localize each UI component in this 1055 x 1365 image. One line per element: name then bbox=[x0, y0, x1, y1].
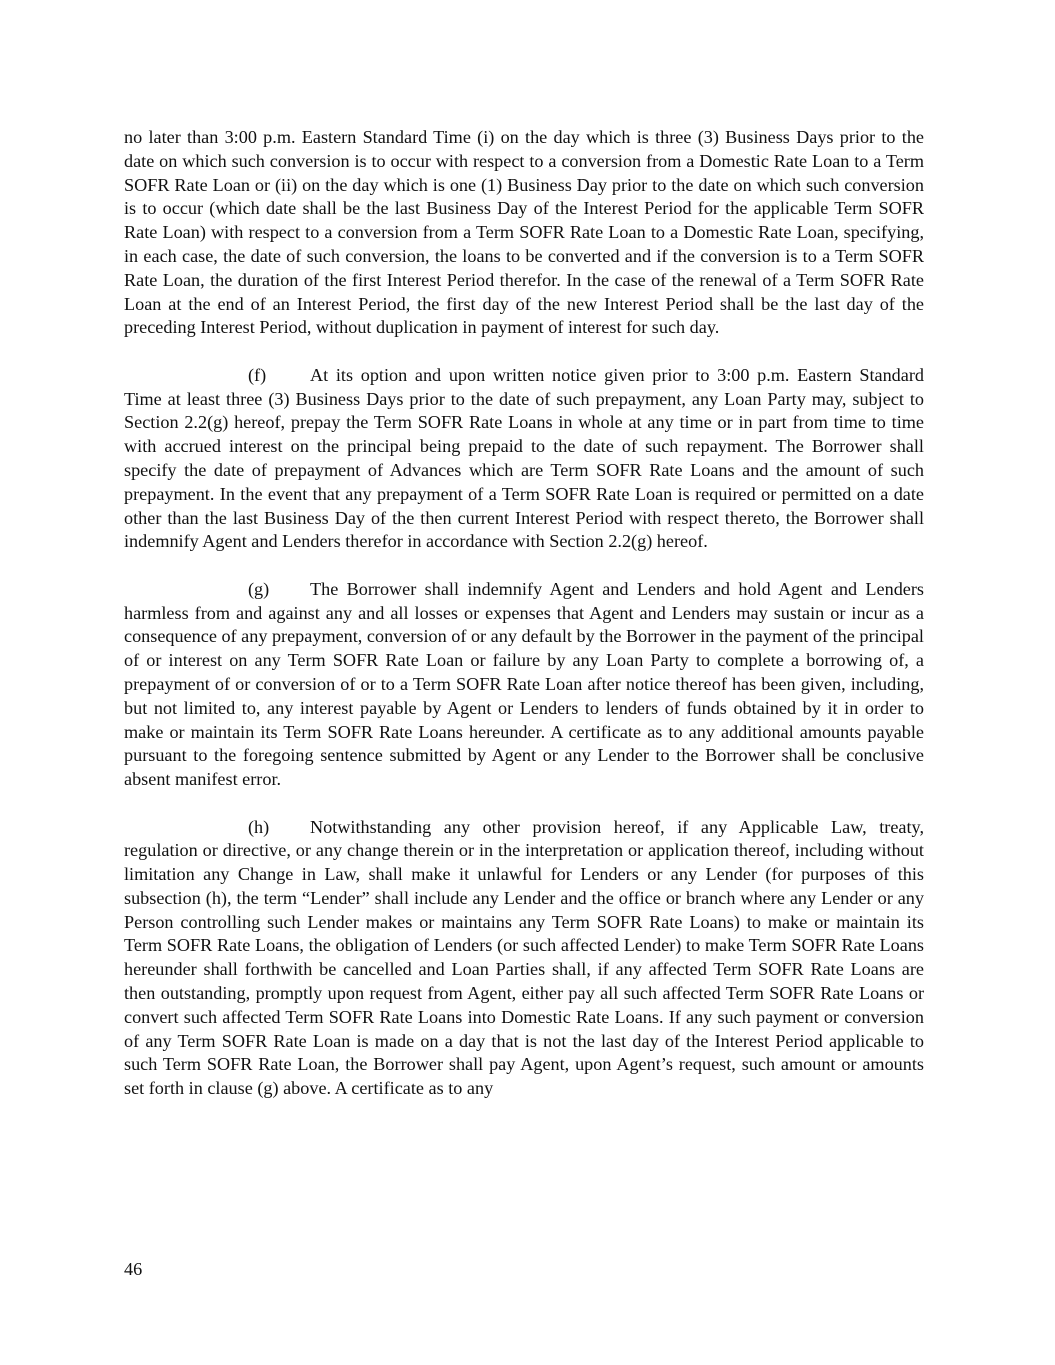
paragraph-continuation bbox=[124, 126, 924, 340]
clause-g bbox=[124, 578, 924, 792]
clause-label: (h) bbox=[248, 816, 270, 837]
clause-h bbox=[124, 816, 924, 1102]
document-page bbox=[124, 126, 924, 1125]
page-number: 46 bbox=[124, 1259, 143, 1279]
paragraph-text: The Borrower shall indemnify Agent and Lenders and hold Agent and Lenders harmless from and against any and all losses or expenses that Agent and Lenders may sustain or incur as a consequence of any prepayment, conversion of or any default by the Borrower in the payment of the principal of or interest on any Term SOFR Rate Loan or failure by any Loan Party to complete a borrowing of, a prepayment of or conversion of or to a Term SOFR Rate Loan after notice thereof has been given, including, but not limited to, any interest payable by Agent or Lenders to lenders of funds obtained by it in order to make or maintain its Term SOFR Rate Loans hereunder. A certificate as to any additional amounts payable pursuant to the foregoing sentence submitted by Agent or any Lender to the Borrower shall be conclusive absent manifest error. bbox=[124, 578, 924, 790]
paragraph-text: At its option and upon written notice given prior to 3:00 p.m. Eastern Standard Time at least three (3) Business Days prior to the date of such prepayment, any Loan Party may, subject to Section 2.2(g) hereof, prepay the Term SOFR Rate Loans in whole at any time or in part from time to time with accrued interest on the principal being prepaid to the date of such repayment. The Borrower shall specify the date of prepayment of Advances which are Term SOFR Rate Loans and the amount of such prepayment. In the event that any prepayment of a Term SOFR Rate Loan is required or permitted on a date other than the last Business Day of the then current Interest Period with respect thereto, the Borrower shall indemnify Agent and Lenders therefor in accordance with Section 2.2(g) hereof. bbox=[124, 364, 924, 552]
clause-label: (g) bbox=[248, 578, 270, 599]
paragraph-text: Notwithstanding any other provision hereof, if any Applicable Law, treaty, regulation or directive, or any change therein or in the interpretation or application thereof, including without limitation any Change in Law, shall make it unlawful for Lenders or any Lender (for purposes of this subsection (h), the term “Lender” shall include any Lender and the office or branch where any Lender or any Person controlling such Lender makes or maintains any Term SOFR Rate Loans) to make or maintain its Term SOFR Rate Loans, the obligation of Lenders (or such affected Lender) to make Term SOFR Rate Loans hereunder shall forthwith be cancelled and Loan Parties shall, if any affected Term SOFR Rate Loans are then outstanding, promptly upon request from Agent, either pay all such affected Term SOFR Rate Loans or convert such affected Term SOFR Rate Loans into Domestic Rate Loans. If any such payment or conversion of any Term SOFR Rate Loan is made on a day that is not the last day of the Interest Period applicable to such Term SOFR Rate Loan, the Borrower shall pay Agent, upon Agent’s request, such amount or amounts set forth in clause (g) above. A certificate as to any bbox=[124, 816, 924, 1099]
clause-f bbox=[124, 364, 924, 554]
paragraph-text: no later than 3:00 p.m. Eastern Standard Time (i) on the day which is three (3) Business Days prior to the date on which such conversion is to occur with respect to a conversion from a Domestic Rate Loan to a Term SOFR Rate Loan or (ii) on the day which is one (1) Business Day prior to the date on which such conversion is to occur (which date shall be the last Business Day of the Interest Period for the applicable Term SOFR Rate Loan) with respect to a conversion from a Term SOFR Rate Loan to a Domestic Rate Loan, specifying, in each case, the date of such conversion, the loans to be converted and if the conversion is to a Term SOFR Rate Loan, the duration of the first Interest Period therefor. In the case of the renewal of a Term SOFR Rate Loan at the end of an Interest Period, the first day of the new Interest Period shall be the last day of the preceding Interest Period, without duplication in payment of interest for such day. bbox=[124, 127, 924, 338]
clause-label: (f) bbox=[248, 364, 267, 385]
